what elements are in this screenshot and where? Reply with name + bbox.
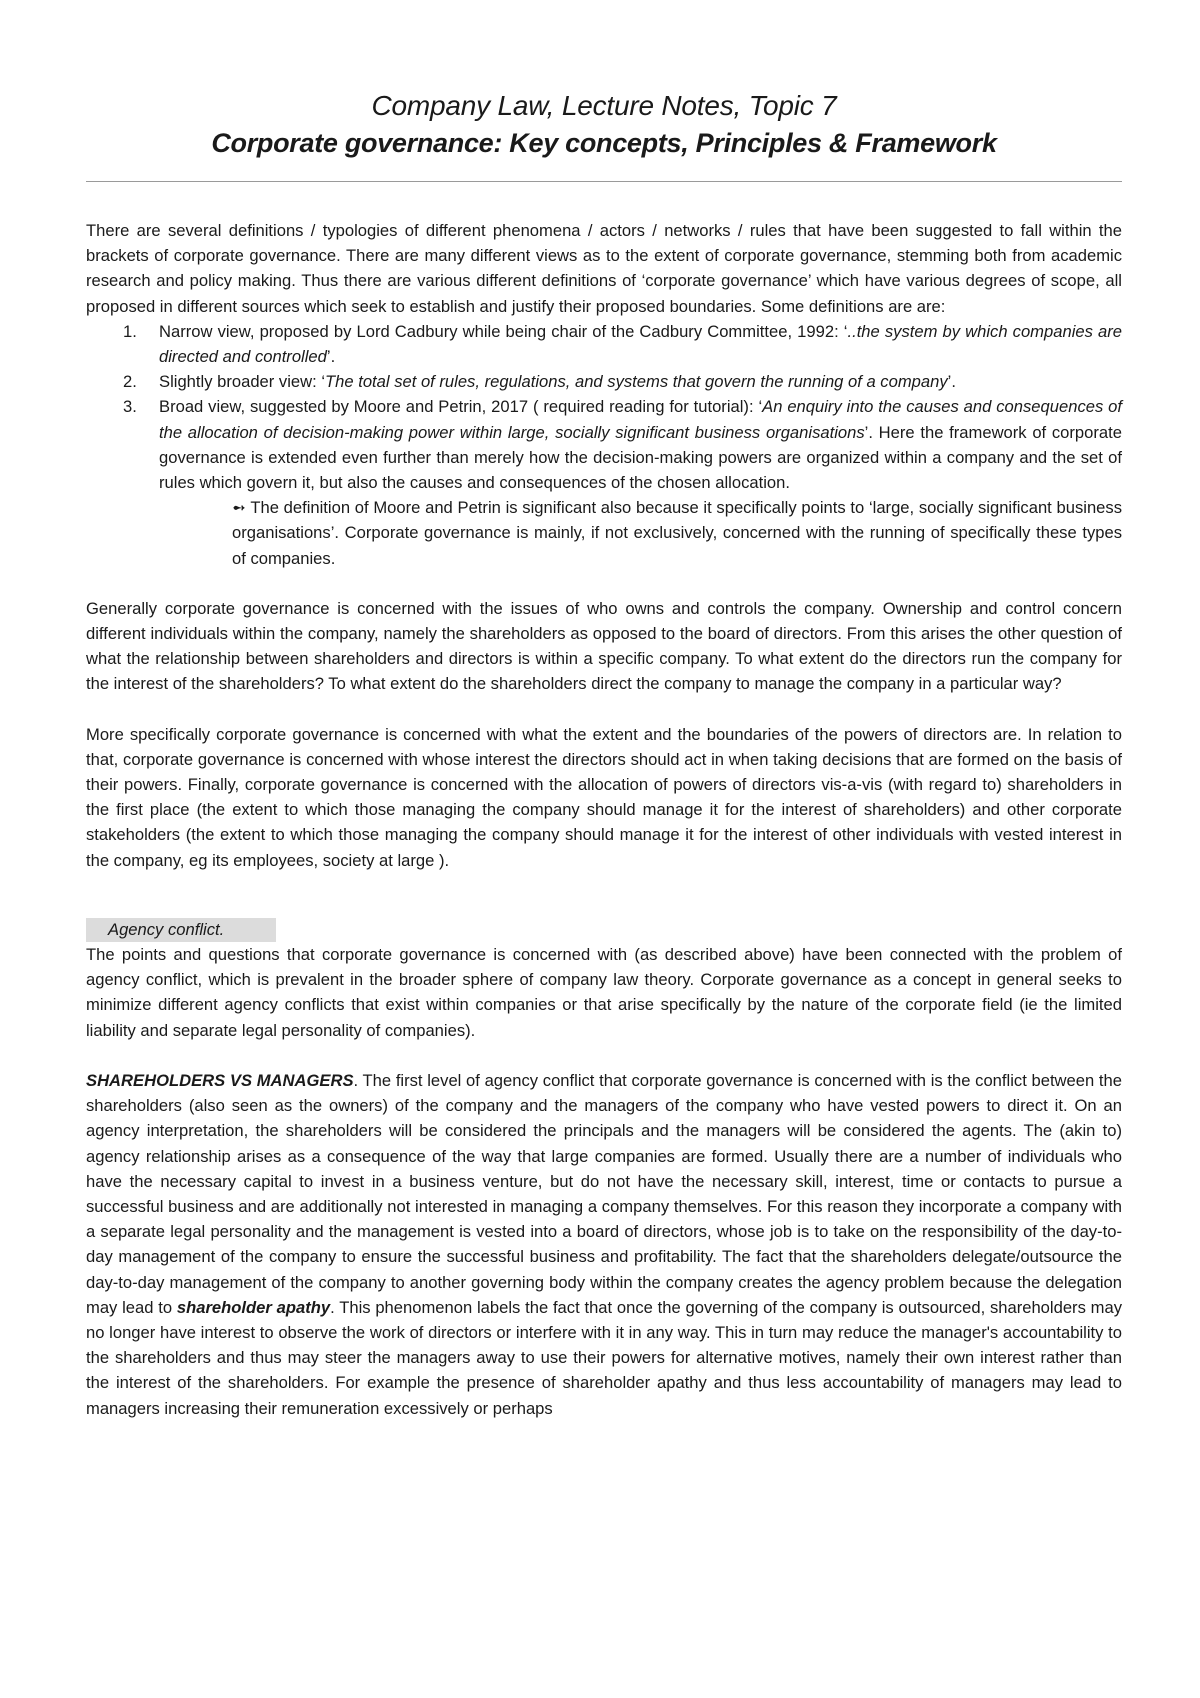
definition-quote: An enquiry into the causes and consequences of the allocation of decision-making power within large, socially significant business organisations [159, 397, 1122, 442]
document-body [86, 218, 1122, 1421]
agency-paragraph: The points and questions that corporate governance is concerned with (as described above) have been connected with the problem of agency conflict, which is prevalent in the broader sphere of company law theory. Corporate governance as a concept in general seeks to minimize different agency conflicts that exist within companies or that arise specifically by the nature of the corporate field (ie the limited liability and separate legal personality of companies). [86, 945, 1122, 1040]
definition-number: 3. [123, 397, 137, 417]
intro-paragraph: There are several definitions / typologies of different phenomena / actors / networks / rules that have been suggested to fall within the brackets of corporate governance. There are many different views as to the extent of corporate governance, stemming both from academic research and policy making. Thus there are various different definitions of ‘corporate governance’ which have various degrees of scope, all proposed in different sources which seek to establish and justify their proposed boundaries. Some definitions are are: [86, 221, 1122, 316]
shareholders-heading: SHAREHOLDERS VS MANAGERS [86, 1070, 354, 1090]
definition-number: 2. [123, 372, 137, 392]
definition-item: 2. Slightly broader view: ‘The total set of rules, regulations, and systems that govern the running of a company’. [159, 369, 1122, 394]
agency-section [86, 917, 1122, 1043]
definition-quote: ..the system by which companies are directed and controlled [159, 321, 1122, 367]
ownership-paragraph: Generally corporate governance is concerned with the issues of who owns and controls the company. Ownership and control concern different individuals within the company, namely the shareholders as opposed to the board of directors. From this arises the other question of what the relationship between shareholders and directors is within a specific company. To what extent do the directors run the company for the interest of the shareholders? To what extent do the shareholders direct the company to manage the company in a particular way? [86, 598, 1122, 694]
shareholder-apathy-term: shareholder apathy [176, 1297, 331, 1317]
document-subtitle: Corporate governance: Key concepts, Principles & Framework [211, 128, 997, 158]
definition-number: 1. [123, 321, 137, 341]
document-title: Company Law, Lecture Notes, Topic 7 [371, 90, 837, 121]
title-divider [86, 181, 1122, 182]
shareholders-paragraph: SHAREHOLDERS VS MANAGERS. The first level of agency conflict that corporate governance is concerned with is the conflict between the shareholders (also seen as the owners) of the company and the managers of the company who have vested powers to direct it. On an agency interpretation, the shareholders will be considered the principals and the managers will be considered the agents. The (akin to) agency relationship arises as a consequence of the way that large companies are formed. Usually there are a number of individuals who have the necessary capital to invest in a business venture, but do not have the necessary skill, interest, time or contacts to pursue a successful business and are additionally not interested in managing a company themselves. For this reason they incorporate a company with a separate legal personality and the management is vested into a board of directors, whose job is to take on the responsibility of the day-to-day management of the company to ensure the successful business and profitability. The fact that the shareholders delegate/outsource the day-to-day management of the company to another governing body within the company creates the agency problem because the delegation may lead to shareholder apathy. This phenomenon labels the fact that once the governing of the company is outsourced, shareholders may no longer have interest to observe the work of directors or interfere with it in any way. This in turn may reduce the manager's accountability to the shareholders and thus may steer the managers away to use their powers for alternative motives, namely their own interest rather than the interest of the shareholders. For example the presence of shareholder apathy and thus less accountability of managers may lead to managers increasing their remuneration excessively or perhaps [86, 1070, 1122, 1418]
moore-petrin-note: ➻ The definition of Moore and Petrin is significant also because it specifically points to ‘large, socially significant business organisations’. Corporate governance is mainly, if not exclusively, concerned with the running of specifically these types of companies. [232, 498, 1122, 568]
definition-item: 3. Broad view, suggested by Moore and Petrin, 2017 ( required reading for tutorial): ‘An enquiry into the causes and consequences of the allocation of decision-making power within large, socially significant business organisations’. Here the framework of corporate governance is extended even further than merely how the decision-making powers are organized within a company and the set of rules which govern it, but also the causes and consequences of the chosen allocation. [159, 394, 1122, 495]
agency-conflict-label: Agency conflict. [86, 918, 276, 942]
definition-quote: The total set of rules, regulations, and systems that govern the running of a company [325, 372, 948, 392]
definitions-list [86, 319, 1122, 495]
definition-item: 1. Narrow view, proposed by Lord Cadbury while being chair of the Cadbury Committee, 1992: ‘..the system by which companies are directed and controlled’. [159, 319, 1122, 369]
powers-paragraph: More specifically corporate governance is concerned with what the extent and the boundaries of the powers of directors are. In relation to that, corporate governance is concerned with whose interest the directors should act in when taking decisions that are formed on the basis of their powers. Finally, corporate governance is concerned with the allocation of powers of directors vis-a-vis (with regard to) shareholders in the first place (the extent to which those managing the company should manage it for the interest of shareholders) and other corporate stakeholders (the extent to which those managing the company should manage it for the interest of other individuals with vested interest in the company, eg its employees, society at large ). [86, 724, 1122, 870]
